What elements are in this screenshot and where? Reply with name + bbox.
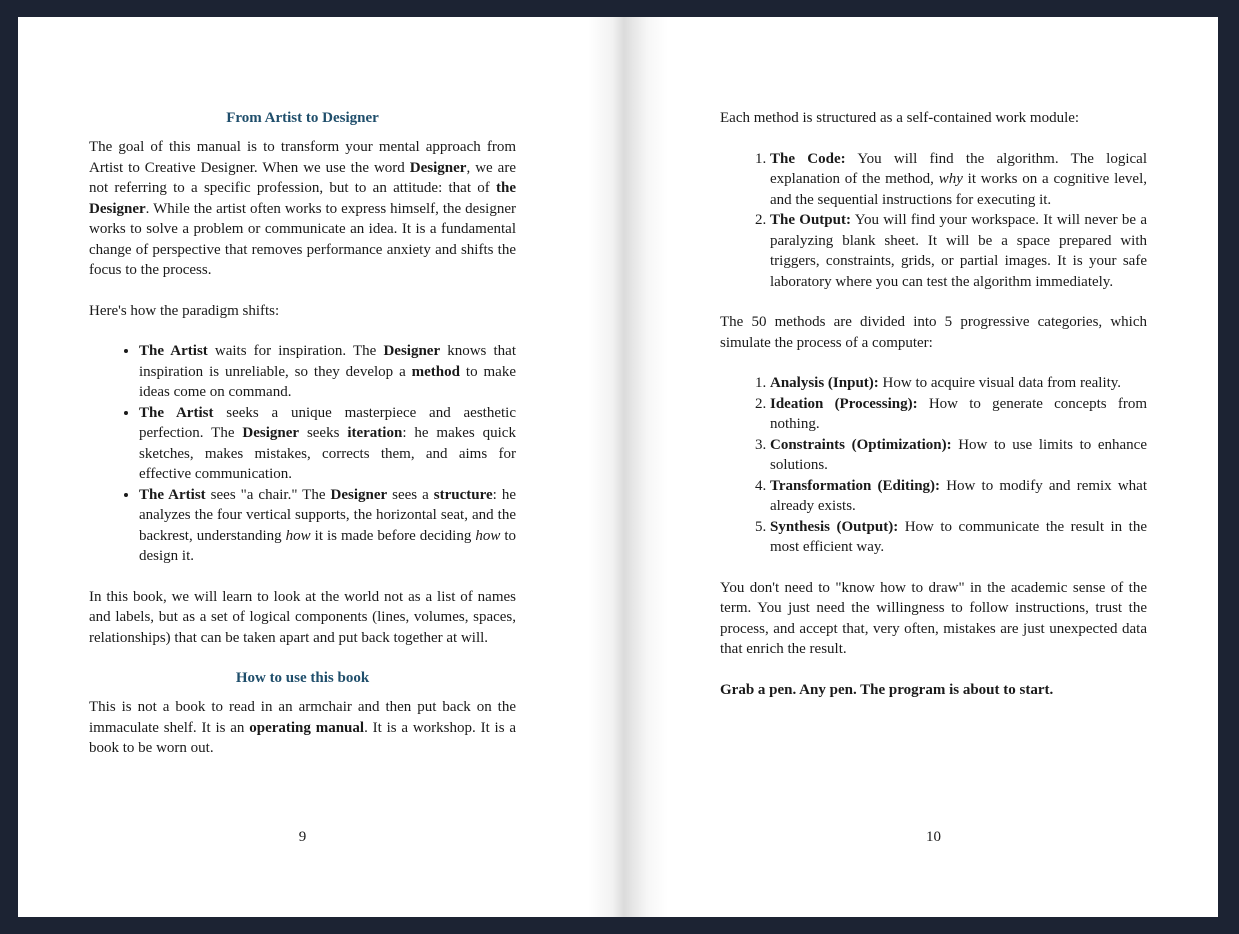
left-page-content [89, 108, 516, 779]
paradigm-item-structure: • The Artist sees "a chair." The Designer sees a structure: he analyzes the four vertical supports, the horizontal seat, and the backrest, understanding how it is made before deciding how to design it. [139, 485, 516, 567]
category-item-ideation: 2. Ideation (Processing): How to generate concepts from nothing. [770, 394, 1147, 435]
paradigm-item-inspiration: • The Artist waits for inspiration. The Designer knows that inspiration is unreliable, so they develop a method to make ideas come on command. [139, 341, 516, 403]
final-call: Grab a pen. Any pen. The program is about to start. [720, 681, 1054, 698]
categories-intro: The 50 methods are divided into 5 progressive categories, which simulate the process of a computer: [720, 314, 1147, 351]
category-item-transformation: 4. Transformation (Editing): How to modify and remix what already exists. [770, 476, 1147, 517]
category-item-constraints: 3. Constraints (Optimization): How to use limits to enhance solutions. [770, 435, 1147, 476]
module-intro: Each method is structured as a self-contained work module: [720, 110, 1080, 126]
module-item-code: 1. The Code: You will find the algorithm. The logical explanation of the method, why it works on a cognitive level, and the sequential instructions for executing it. [770, 149, 1147, 211]
book-spread [18, 17, 1218, 917]
paradigm-list [89, 341, 516, 567]
left-page [89, 17, 516, 917]
paradigm-item-iteration: • The Artist seeks a unique masterpiece and aesthetic perfection. The Designer seeks iteration: he makes quick sketches, makes mistakes, corrects them, and aims for effective communication. [139, 403, 516, 485]
book-gutter-shadow [588, 17, 668, 917]
right-page [720, 17, 1147, 917]
categories-list [720, 373, 1147, 558]
page-number-right: 10 [926, 829, 941, 845]
closing-paragraph: In this book, we will learn to look at the world not as a list of names and labels, but as a set of logical components (lines, volumes, spaces, relationships) that can be taken apart and put back together at will. [89, 588, 516, 646]
right-page-content [720, 108, 1147, 720]
category-item-analysis: 1. Analysis (Input): How to acquire visual data from reality. [770, 373, 1147, 394]
section-heading-how-to-use: How to use this book [235, 670, 370, 686]
page-number-left: 9 [298, 829, 307, 845]
module-list [720, 149, 1147, 293]
section-heading-artist-to-designer: From Artist to Designer [226, 110, 379, 126]
category-item-synthesis: 5. Synthesis (Output): How to communicate the result in the most efficient way. [770, 517, 1147, 558]
usage-paragraph: This is not a book to read in an armchair and then put back on the immaculate shelf. It is an operating manual. It is a workshop. It is a book to be worn out. [89, 699, 517, 756]
module-item-output: 2. The Output: You will find your workspace. It will never be a paralyzing blank sheet. It will be a space prepared with triggers, constraints, grids, or partial images. It is your safe laboratory where you can test the algorithm immediately. [770, 210, 1147, 292]
intro-paragraph: The goal of this manual is to transform your mental approach from Artist to Creative Designer. When we use the word Designer, we are not referring to a specific profession, but to an attitude: that of the Designer. While the artist often works to express himself, the designer works to solve a problem or communicate an idea. It is a fundamental change of perspective that removes performance anxiety and shifts the focus to the process. [89, 139, 516, 278]
paradigm-intro: Here's how the paradigm shifts: [89, 302, 280, 319]
draw-note-paragraph: You don't need to "know how to draw" in the academic sense of the term. You just need the willingness to follow instructions, trust the process, and accept that, very often, mistakes are just unexpected data that enrich the result. [720, 579, 1147, 657]
